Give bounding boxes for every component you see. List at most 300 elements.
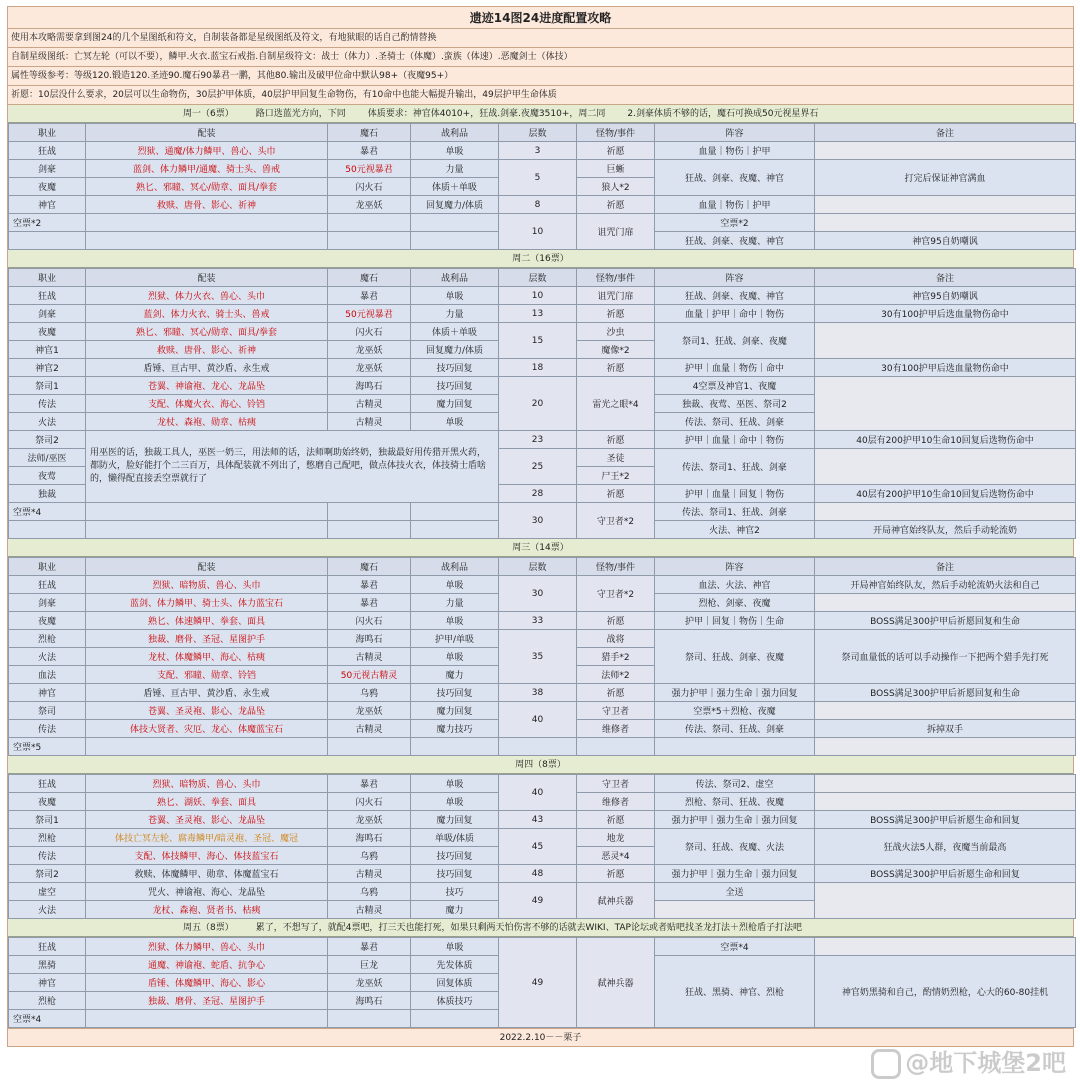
table-cell: 烈狱、暗物质、兽心、头巾: [86, 576, 328, 594]
table-cell: 龙巫妖: [328, 341, 411, 359]
table-cell: 苍翼、圣灵袍、影心、龙晶坠: [86, 702, 328, 720]
table-cell: [328, 738, 411, 756]
footer-signature: 2022.2.10－－栗子: [8, 1028, 1073, 1046]
table-cell: 雷光之眼*4: [577, 377, 655, 431]
table-row: [9, 287, 1076, 305]
table-cell: 狂战火法5人群，夜魔当前最高: [815, 829, 1076, 865]
table-row: [9, 214, 1076, 232]
table-cell: 13: [499, 305, 577, 323]
table-cell: 古精灵: [328, 901, 411, 919]
table-cell: 尸王*2: [577, 467, 655, 485]
table-cell: [86, 503, 328, 521]
table-cell: [328, 1010, 411, 1028]
table-cell: 神官奶黑骑和自己，酌情奶烈枪，心大的60-80挂机: [815, 956, 1076, 1028]
table-cell: 配装: [86, 269, 328, 287]
table-cell: 15: [499, 323, 577, 359]
table-cell: 力量: [411, 594, 499, 612]
table-cell: 乌鸦: [328, 883, 411, 901]
table-cell: 圣徒: [577, 449, 655, 467]
table-cell: 护甲｜血量｜物伤｜命中: [655, 359, 815, 377]
table-row: [9, 738, 1076, 756]
table-cell: 烈狱、体力鳞甲、兽心、头巾: [86, 938, 328, 956]
table-cell: BOSS满足300护甲后祈愿回复和生命: [815, 612, 1076, 630]
table-cell: 28: [499, 485, 577, 503]
table-cell: 海鸣石: [328, 829, 411, 847]
table-cell: [499, 738, 577, 756]
table-cell: 狂战: [9, 142, 86, 160]
table-cell: 空票*2: [655, 214, 815, 232]
table-cell: [86, 1010, 328, 1028]
table-cell: 祈愿: [577, 684, 655, 702]
table-cell: [9, 232, 86, 250]
table-cell: 血法、火法、神官: [655, 576, 815, 594]
table-cell: [9, 521, 86, 539]
table-cell: [411, 521, 499, 539]
table-cell: 狂战、剑豪、夜魔、神官: [655, 287, 815, 305]
table-cell: 沙虫: [577, 323, 655, 341]
table-cell: BOSS满足300护甲后祈愿生命和回复: [815, 865, 1076, 883]
table-cell: 守卫者: [577, 702, 655, 720]
note-1: 使用本攻略需要拿到图24的几个星图纸和符文，自制装备都是星级图纸及符文，有地狱眼的话自己酌情替换: [8, 29, 1073, 48]
table-row: [9, 684, 1076, 702]
table-cell: 祭司血量低的话可以手动操作一下把两个猎手先打死: [815, 630, 1076, 684]
table-cell: 魔力回复: [411, 395, 499, 413]
table-cell: 古精灵: [328, 865, 411, 883]
table-cell: 体质＋单吸: [411, 323, 499, 341]
table-cell: 祭司1: [9, 377, 86, 395]
table-cell: 祈愿: [577, 359, 655, 377]
table-cell: 战利品: [411, 558, 499, 576]
table-cell: [815, 377, 1076, 431]
table-cell: 战利品: [411, 269, 499, 287]
table-cell: 烈狱、体力火衣、兽心、头巾: [86, 287, 328, 305]
table-cell: 虚空: [9, 883, 86, 901]
table-cell: 魔像*2: [577, 341, 655, 359]
table-cell: 祈愿: [577, 196, 655, 214]
table-cell: 闪火石: [328, 178, 411, 196]
table-cell: 夜魔: [9, 793, 86, 811]
table-cell: 配装: [86, 558, 328, 576]
table-cell: 护甲｜血量｜回复｜物伤: [655, 485, 815, 503]
table-cell: 黑骑: [9, 956, 86, 974]
table-cell: 盾锤、体魔鳞甲、海心、影心: [86, 974, 328, 992]
table-cell: 全送: [655, 883, 815, 901]
table-cell: 职业: [9, 269, 86, 287]
table-cell: 开局神官始终队友，然后手动轮流奶: [815, 521, 1076, 539]
table-cell: 烈枪: [9, 992, 86, 1010]
table-cell: 技巧回复: [411, 684, 499, 702]
table-cell: 独裁: [9, 485, 86, 503]
week-2-banner: 周二（16票）: [8, 250, 1073, 268]
table-row: [9, 323, 1076, 341]
table-cell: BOSS满足300护甲后祈愿回复和生命: [815, 684, 1076, 702]
table-cell: 闪火石: [328, 793, 411, 811]
table-cell: 拆掉双手: [815, 720, 1076, 738]
table-cell: 剑豪: [9, 160, 86, 178]
header-row: [9, 269, 1076, 287]
table-cell: 单吸: [411, 938, 499, 956]
table-cell: 魔力技巧: [411, 720, 499, 738]
table-cell: 古精灵: [328, 648, 411, 666]
table-cell: 神官: [9, 684, 86, 702]
table-cell: [815, 938, 1076, 956]
note-3: 属性等级参考：等级120.锻造120.圣迹90.魔石90暴君一鹏，其他80.输出及破甲位命中默认98+（夜魔95+）: [8, 67, 1073, 86]
table-cell: 苍翼、神谕袍、龙心、龙晶坠: [86, 377, 328, 395]
table-cell: 50元视暴君: [328, 305, 411, 323]
table-cell: 诅咒门扉: [577, 214, 655, 250]
table-cell: 守卫者*2: [577, 503, 655, 539]
table-cell: 支配、体技鳞甲、海心、体技蓝宝石: [86, 847, 328, 865]
table-cell: 单吸: [411, 775, 499, 793]
table-cell: 48: [499, 865, 577, 883]
week-2-table: [8, 268, 1076, 539]
table-cell: 通魔、神谕袍、蛇盾、抗争心: [86, 956, 328, 974]
table-cell: 海鸣石: [328, 377, 411, 395]
table-cell: 龙杖、森袍、勋章、枯痍: [86, 413, 328, 431]
table-cell: 30有100护甲后选血量物伤命中: [815, 359, 1076, 377]
watermark: @地下城堡2吧: [871, 1043, 1066, 1079]
note-4: 祈愿：10层没什么要求，20层可以生命物伤，30层护甲体质，40层护甲回复生命物伤，有10命中也能大幅提升输出，49层护甲生命体质: [8, 86, 1073, 105]
table-cell: 守卫者*2: [577, 576, 655, 612]
table-cell: 50元视暴君: [328, 160, 411, 178]
table-cell: 祈愿: [577, 485, 655, 503]
table-cell: 40: [499, 702, 577, 738]
table-cell: 33: [499, 612, 577, 630]
table-cell: 层数: [499, 558, 577, 576]
table-row: [9, 576, 1076, 594]
table-cell: 传法、祭司2、虚空: [655, 775, 815, 793]
table-cell: 空票*4: [655, 938, 815, 956]
table-cell: 魔力回复: [411, 811, 499, 829]
table-cell: 蓝剑、体力火衣、骑士头、兽戒: [86, 305, 328, 323]
table-cell: 神官95自奶嘲讽: [815, 232, 1076, 250]
table-cell: 熟匕、邪瞳、冥心/勋章、面具/拳套: [86, 323, 328, 341]
table-cell: 10: [499, 287, 577, 305]
table-cell: 祭司、狂战、剑豪、夜魔: [655, 630, 815, 684]
table-cell: 30有100护甲后选血量物伤命中: [815, 305, 1076, 323]
table-cell: 海鸣石: [328, 630, 411, 648]
table-cell: 职业: [9, 124, 86, 142]
table-cell: 龙巫妖: [328, 359, 411, 377]
table-cell: 诅咒门扉: [577, 287, 655, 305]
table-cell: 体质＋单吸: [411, 178, 499, 196]
table-cell: 狂战: [9, 576, 86, 594]
table-cell: [815, 503, 1076, 521]
table-cell: 狂战、剑豪、夜魔、神官: [655, 160, 815, 196]
table-cell: 巨龙: [328, 956, 411, 974]
table-cell: 单吸: [411, 576, 499, 594]
table-cell: 神官2: [9, 359, 86, 377]
table-cell: 火法: [9, 413, 86, 431]
table-cell: 古精灵: [328, 395, 411, 413]
table-cell: 技巧回复: [411, 377, 499, 395]
table-cell: 传法: [9, 395, 86, 413]
table-cell: 魔力: [411, 901, 499, 919]
table-cell: 闪火石: [328, 612, 411, 630]
table-cell: 5: [499, 160, 577, 196]
table-cell: 力量: [411, 160, 499, 178]
sheet-title: 遗迹14图24进度配置攻略: [8, 7, 1073, 29]
table-cell: 独裁、磨骨、圣冠、星图护手: [86, 992, 328, 1010]
table-cell: 体技大贤者、灾厄、龙心、体魔蓝宝石: [86, 720, 328, 738]
table-cell: 单吸: [411, 142, 499, 160]
table-row: [9, 142, 1076, 160]
table-cell: 开局神官始终队友，然后手动轮流奶火法和自己: [815, 576, 1076, 594]
table-cell: 暴君: [328, 576, 411, 594]
table-cell: 30: [499, 503, 577, 539]
table-cell: [411, 232, 499, 250]
table-cell: 救赎、体魔鳞甲、勋章、体魔蓝宝石: [86, 865, 328, 883]
table-cell: 火法: [9, 901, 86, 919]
table-cell: 血量｜物伤｜护甲: [655, 142, 815, 160]
table-cell: [815, 738, 1076, 756]
table-cell: [328, 214, 411, 232]
table-row: [9, 359, 1076, 377]
table-cell: 单吸: [411, 648, 499, 666]
table-cell: [815, 702, 1076, 720]
table-cell: 空票*5＋烈枪、夜魔: [655, 702, 815, 720]
table-cell: 海鸣石: [328, 992, 411, 1010]
table-cell: [328, 232, 411, 250]
table-cell: 暴君: [328, 938, 411, 956]
table-row: [9, 630, 1076, 648]
table-cell: 49: [499, 883, 577, 919]
week-2-note-block: 用巫医的话，独裁工具人，巫医一奶三，用法师的话，法师啊助始终奶，独裁最好用传猎开黑火药，都防火，脸好能打个二三百万，具体配装就不列出了，憋磨自己配吧，做点体技火衣，体技骑士盾啥的，懒得配直接丢空票就行了: [86, 431, 499, 503]
table-cell: 火法: [9, 648, 86, 666]
table-cell: 弑神兵器: [577, 883, 655, 919]
table-cell: 回复魔力/体质: [411, 196, 499, 214]
table-row: [9, 377, 1076, 395]
table-cell: 传法、祭司、狂战、剑豪: [655, 413, 815, 431]
table-cell: 35: [499, 630, 577, 684]
table-cell: 回复魔力/体质: [411, 341, 499, 359]
table-cell: 蓝剑、体力鳞甲/通魔、骑士头、兽戒: [86, 160, 328, 178]
table-cell: 祈愿: [577, 431, 655, 449]
table-cell: [86, 521, 328, 539]
table-cell: 护甲｜血量｜命中｜物伤: [655, 431, 815, 449]
table-cell: [411, 738, 499, 756]
table-cell: 体质技巧: [411, 992, 499, 1010]
table-cell: 怪物/事件: [577, 269, 655, 287]
table-cell: 20: [499, 377, 577, 431]
table-cell: 闪火石: [328, 323, 411, 341]
table-cell: 夜魔: [9, 612, 86, 630]
table-cell: 地龙: [577, 829, 655, 847]
table-row: [9, 305, 1076, 323]
table-cell: BOSS满足300护甲后祈愿生命和回复: [815, 811, 1076, 829]
table-row: [9, 431, 1076, 449]
table-cell: 护甲/单吸: [411, 630, 499, 648]
table-cell: 空票*5: [9, 738, 86, 756]
table-cell: 狂战: [9, 775, 86, 793]
table-cell: 烈狱、暗物质、兽心、头巾: [86, 775, 328, 793]
table-cell: [815, 323, 1076, 359]
table-cell: 狂战: [9, 287, 86, 305]
table-cell: 备注: [815, 269, 1076, 287]
table-cell: 单吸/体质: [411, 829, 499, 847]
table-cell: 猎手*2: [577, 648, 655, 666]
table-cell: 阵容: [655, 558, 815, 576]
table-cell: 古精灵: [328, 413, 411, 431]
week-3-table: [8, 557, 1076, 756]
table-cell: 烈枪、祭司、狂战、夜魔: [655, 793, 815, 811]
table-cell: 战将: [577, 630, 655, 648]
table-cell: 神官95自奶嘲讽: [815, 287, 1076, 305]
table-cell: 强力护甲｜强力生命｜强力回复: [655, 865, 815, 883]
table-cell: 空票*2: [9, 214, 86, 232]
table-cell: 祭司2: [9, 865, 86, 883]
table-cell: 暴君: [328, 287, 411, 305]
table-cell: 神官: [9, 974, 86, 992]
table-cell: 40: [499, 775, 577, 811]
table-cell: 8: [499, 196, 577, 214]
table-cell: 单吸: [411, 793, 499, 811]
table-cell: 38: [499, 684, 577, 702]
table-cell: 50元视古精灵: [328, 666, 411, 684]
table-cell: [86, 232, 328, 250]
table-cell: 力量: [411, 305, 499, 323]
table-row: [9, 160, 1076, 178]
table-cell: 弑神兵器: [577, 938, 655, 1028]
table-cell: 法师*2: [577, 666, 655, 684]
table-row: [9, 775, 1076, 793]
table-row: [9, 612, 1076, 630]
table-cell: 30: [499, 576, 577, 612]
table-cell: 配装: [86, 124, 328, 142]
table-cell: 狂战、黑骑、神官、烈枪: [655, 956, 815, 1028]
table-cell: 熟匕、湖妖、拳套、面具: [86, 793, 328, 811]
table-cell: [815, 449, 1076, 485]
table-cell: 祭司1、狂战、剑豪、夜魔: [655, 323, 815, 359]
table-cell: 神官: [9, 196, 86, 214]
table-cell: 49: [499, 938, 577, 1028]
table-cell: 龙杖、体魔鳞甲、海心、枯痍: [86, 648, 328, 666]
table-cell: 技巧回复: [411, 865, 499, 883]
week-5-table: [8, 937, 1076, 1028]
table-cell: [411, 1010, 499, 1028]
table-cell: 烈枪: [9, 829, 86, 847]
table-cell: 强力护甲｜强力生命｜强力回复: [655, 811, 815, 829]
table-cell: 传法: [9, 720, 86, 738]
table-cell: [815, 883, 1076, 919]
table-cell: 备注: [815, 558, 1076, 576]
table-cell: 血量｜护甲｜命中｜物伤: [655, 305, 815, 323]
table-row: [9, 829, 1076, 847]
table-cell: [815, 775, 1076, 793]
table-cell: 传法: [9, 847, 86, 865]
table-cell: 40层有200护甲10生命10回复后选物伤命中: [815, 485, 1076, 503]
table-cell: 魔石: [328, 124, 411, 142]
table-cell: 熟匕、体速鳞甲、拳套、面具: [86, 612, 328, 630]
table-cell: 血量｜物伤｜护甲: [655, 196, 815, 214]
table-cell: [655, 738, 815, 756]
table-cell: [815, 594, 1076, 612]
table-cell: 43: [499, 811, 577, 829]
table-cell: [411, 214, 499, 232]
table-cell: 烈枪: [9, 630, 86, 648]
table-cell: [815, 142, 1076, 160]
table-cell: 龙杖、森袍、贤者书、枯痍: [86, 901, 328, 919]
table-cell: 战利品: [411, 124, 499, 142]
table-cell: 40层有200护甲10生命10回复后选物伤命中: [815, 431, 1076, 449]
table-cell: 夜魔: [9, 323, 86, 341]
table-cell: 烈枪、剑豪、夜魔: [655, 594, 815, 612]
table-cell: 阵容: [655, 269, 815, 287]
table-cell: 祭司1: [9, 811, 86, 829]
table-cell: 祈愿: [577, 305, 655, 323]
table-row: [9, 503, 1076, 521]
table-cell: 回复体质: [411, 974, 499, 992]
table-cell: 恶灵*4: [577, 847, 655, 865]
week-4-banner: 周四（8票）: [8, 756, 1073, 774]
table-cell: 血法: [9, 666, 86, 684]
table-cell: 层数: [499, 269, 577, 287]
table-cell: [328, 503, 411, 521]
table-cell: 乌鸦: [328, 684, 411, 702]
table-row: [9, 196, 1076, 214]
table-cell: 苍翼、圣灵袍、影心、龙晶坠: [86, 811, 328, 829]
table-row: [9, 883, 1076, 901]
header-row: [9, 124, 1076, 142]
table-cell: 独裁、磨骨、圣冠、星图护手: [86, 630, 328, 648]
table-cell: [815, 793, 1076, 811]
table-cell: 狂战: [9, 938, 86, 956]
table-cell: 单吸: [411, 287, 499, 305]
table-cell: 技巧回复: [411, 847, 499, 865]
week-1-banner: 周一（6票） 路口选蓝光方向，下同 体质要求：神官体4010+，狂战.剑豪.夜魔3510+，周二同 2.剑豪体质不够的话，魔石可换成50元视星界石: [8, 105, 1073, 123]
table-cell: 乌鸦: [328, 847, 411, 865]
table-row: [9, 702, 1076, 720]
table-cell: 龙巫妖: [328, 196, 411, 214]
table-cell: 龙巫妖: [328, 811, 411, 829]
week-5-banner: 周五（8票） 累了，不想写了，就配4票吧，打三天也能打死，如果只剩两天怕伤害不够的话就去WIKI、TAP论坛或者贴吧找圣龙打法＋烈枪盾子打法吧: [8, 919, 1073, 937]
table-cell: 传法、祭司1、狂战、剑豪: [655, 503, 815, 521]
table-cell: [815, 214, 1076, 232]
table-cell: 魔石: [328, 558, 411, 576]
table-cell: 技巧回复: [411, 359, 499, 377]
table-cell: 狼人*2: [577, 178, 655, 196]
table-cell: 咒火、神谕袍、海心、龙晶坠: [86, 883, 328, 901]
table-cell: 祭司2: [9, 431, 86, 449]
table-cell: 神官1: [9, 341, 86, 359]
table-cell: 龙巫妖: [328, 974, 411, 992]
table-cell: 空票*4: [9, 503, 86, 521]
table-cell: 救赎、唐骨、影心、祈神: [86, 196, 328, 214]
table-cell: 祈愿: [577, 142, 655, 160]
table-cell: 夜莺: [9, 467, 86, 485]
table-cell: 烈狱、通魔/体力鳞甲、兽心、头巾: [86, 142, 328, 160]
header-row: [9, 558, 1076, 576]
table-cell: 暴君: [328, 594, 411, 612]
table-cell: 护甲｜回复｜物伤｜生命: [655, 612, 815, 630]
table-cell: 强力护甲｜强力生命｜强力回复: [655, 684, 815, 702]
table-cell: 魔力: [411, 666, 499, 684]
table-cell: 维修者: [577, 720, 655, 738]
table-cell: 救赎、唐骨、影心、祈神: [86, 341, 328, 359]
table-cell: [411, 503, 499, 521]
table-cell: 古精灵: [328, 720, 411, 738]
table-cell: 怪物/事件: [577, 558, 655, 576]
table-cell: 盾锤、亘古甲、黄沙盾、永生戒: [86, 684, 328, 702]
table-cell: 职业: [9, 558, 86, 576]
table-cell: 暴君: [328, 775, 411, 793]
table-cell: 魔力回复: [411, 702, 499, 720]
table-row: [9, 938, 1076, 956]
week-1-table: [8, 123, 1076, 250]
table-row: [9, 811, 1076, 829]
table-cell: 单吸: [411, 413, 499, 431]
table-cell: 体技亡冥左轮、腐毒鳞甲/暗灵袍、圣冠、魔冠: [86, 829, 328, 847]
